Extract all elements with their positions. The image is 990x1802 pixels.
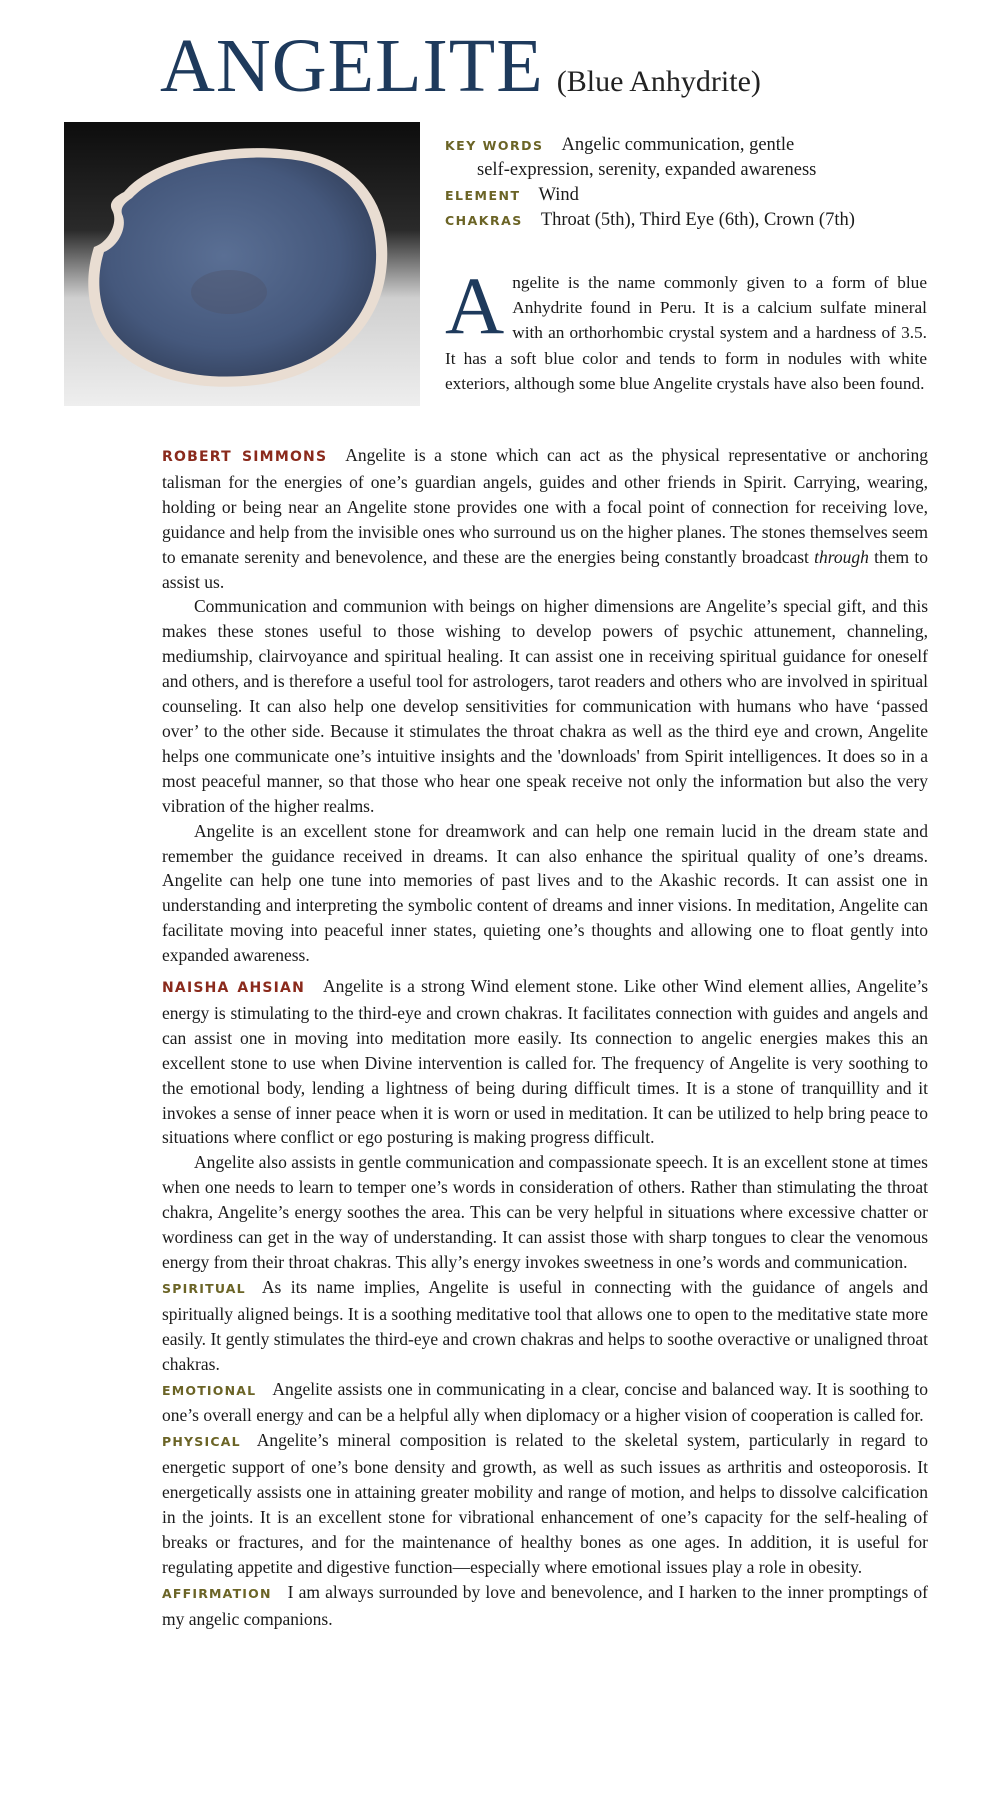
spiritual-text: As its name implies, Angelite is useful in connecting with the guidance of angels and spiritually aligned beings. It is a soothing meditative tool that allows one to open to the meditative state more easily. It gently stimulates the third-eye and crown chakras and helps to soothe overactive or unaligned throat chakras. [162, 1276, 928, 1374]
element-value: Wind [538, 185, 579, 205]
affirmation-section [162, 1580, 928, 1632]
emotional-section [162, 1377, 928, 1429]
simmons-text-1a: Angelite is a stone which can act as the physical representative or anchoring talisman for the energies of one’s guardian angels, guides and other friends in Spirit. Carrying, wearing, holding or being near an Angelite stone provides one with a focal point of connection for receiving love, guidance and help from the invisible ones who surround us on the higher planes. The stones themselves seem to emanate serenity and benevolence, and these are the energies being constantly broadcast [162, 445, 928, 567]
ahsian-paragraph-2: Angelite also assists in gentle communication and compassionate speech. It is an excellent stone at times when one needs to learn to temper one’s words in consideration of others. Rather than stimulating the throat chakra, Angelite’s energy soothes the area. This can be very helpful in situations where excessive chatter or wordiness can get in the way of understanding. It can assist those with sharp tongues to clear the venomous energy from their throat chakras. This ally’s energy invokes sweetness in one’s words and communication. [162, 1152, 928, 1272]
spiritual-section [162, 1275, 928, 1377]
chakras-value: Throat (5th), Third Eye (6th), Crown (7th) [540, 210, 855, 230]
simmons-emphasis: through [814, 546, 869, 567]
author-simmons: ROBERT SIMMONS [162, 449, 328, 465]
intro-paragraph [445, 260, 927, 396]
emotional-text: Angelite assists one in communicating in a clear, concise and balanced way. It is soothing to one’s overall energy and can be a helpful ally when diplomacy or a higher vision of cooperation is called for. [162, 1378, 928, 1426]
simmons-paragraph-3: Angelite is an excellent stone for dreamwork and can help one remain lucid in the dream state and remember the guidance received in dreams. It can also enhance the spiritual quality of one’s dreams. Angelite can help one tune into memories of past lives and to the Akashic records. It can assist one in understanding and interpreting the symbolic content of dreams and inner visions. In meditation, Angelite can facilitate moving into peaceful inner states, quieting one’s thoughts and allowing one to float gently into expanded awareness. [162, 820, 928, 966]
angelite-stone-image [64, 122, 420, 406]
element-row [445, 183, 925, 208]
simmons-text-1b: them to assist us. [162, 546, 929, 592]
spiritual-label: SPIRITUAL [162, 1280, 246, 1296]
simmons-paragraph-2: Communication and communion with beings on higher dimensions are Angelite’s special gift, and this makes these stones useful to those wishing to develop powers of psychic attunement, channeling, mediumship, clairvoyance and spiritual healing. It can assist one in receiving spiritual guidance for oneself and others, and is therefore a useful tool for astrologers, tarot readers and others who are involved in spiritual counseling. It can also help one develop sensitivities for communication with humans who have ‘passed over’ to the other side. Because it stimulates the throat chakra as well as the third eye and crown, Angelite helps one communicate one’s intuitive insights and the 'downloads' from Spirit intelligences. It does so in a most peaceful manner, so that those who hear one speak receive not only the information but also the very vibration of the higher realms. [162, 596, 928, 816]
simmons-paragraph-1 [162, 443, 928, 594]
author-ahsian: NAISHA AHSIAN [162, 980, 306, 997]
physical-section [162, 1428, 928, 1579]
element-label: ELEMENT [445, 188, 521, 203]
key-facts [445, 133, 925, 233]
affirmation-text: I am always surrounded by love and benevolence, and I harken to the inner promptings of my angelic companions. [162, 1581, 928, 1629]
chakras-label: CHAKRAS [445, 213, 523, 228]
keywords-value-line1: Angelic communication, gentle [561, 135, 795, 155]
stone-subtitle: (Blue Anhydrite) [556, 65, 761, 98]
keywords-row [445, 133, 925, 158]
affirmation-label: AFFIRMATION [162, 1585, 272, 1601]
keywords-label: KEY WORDS [445, 138, 544, 153]
physical-text: Angelite’s mineral composition is related to the skeletal system, particularly in regard to energetic support of one’s bone density and growth, as well as such issues as arthritis and osteoporosis. It energetically assists one in attaining greater mobility and range of motion, and helps to dissolve calcification in the joints. It is an excellent stone for vibrational enhancement of one’s capacity for the self-healing of breaks or fractures, and for the maintenance of healthy bones as one ages. In addition, it is useful for regulating appetite and digestive function—especially where emotional issues play a role in obesity. [162, 1430, 928, 1577]
ahsian-paragraph-1 [162, 974, 928, 1150]
intro-text: ngelite is the name commonly given to a form of blue Anhydrite found in Peru. It is a calcium sulfate mineral with an orthorhombic crystal system and a hardness of 3.5. It has a soft blue color and tends to form in nodules with white exteriors, although some blue Angelite crystals have also been found. [445, 273, 927, 393]
main-body [162, 443, 928, 1632]
keywords-row-continued [445, 158, 925, 183]
page-title [160, 24, 761, 108]
chakras-row [445, 208, 925, 233]
keywords-value-line2: self-expression, serenity, expanded awareness [477, 160, 817, 180]
ahsian-text-1: Angelite is a strong Wind element stone. Like other Wind element allies, Angelite’s energy is stimulating to the third-eye and crown chakras. It facilitates connection with guides and angels and can assist one in moving into meditation more easily. Its connection to angelic energies makes this an excellent stone to use when Divine intervention is called for. The frequency of Angelite is very soothing to the emotional body, lending a lightness of being during difficult times. It is a stone of tranquillity and it invokes a sense of inner peace when it is worn or used in meditation. It can be utilized to help bring peace to situations where conflict or ego posturing is making progress difficult. [162, 976, 929, 1148]
physical-label: PHYSICAL [162, 1434, 241, 1450]
stone-name: ANGELITE [160, 24, 544, 108]
stone-photo [64, 122, 420, 406]
emotional-label: EMOTIONAL [162, 1382, 257, 1398]
drop-cap: A [445, 260, 505, 351]
